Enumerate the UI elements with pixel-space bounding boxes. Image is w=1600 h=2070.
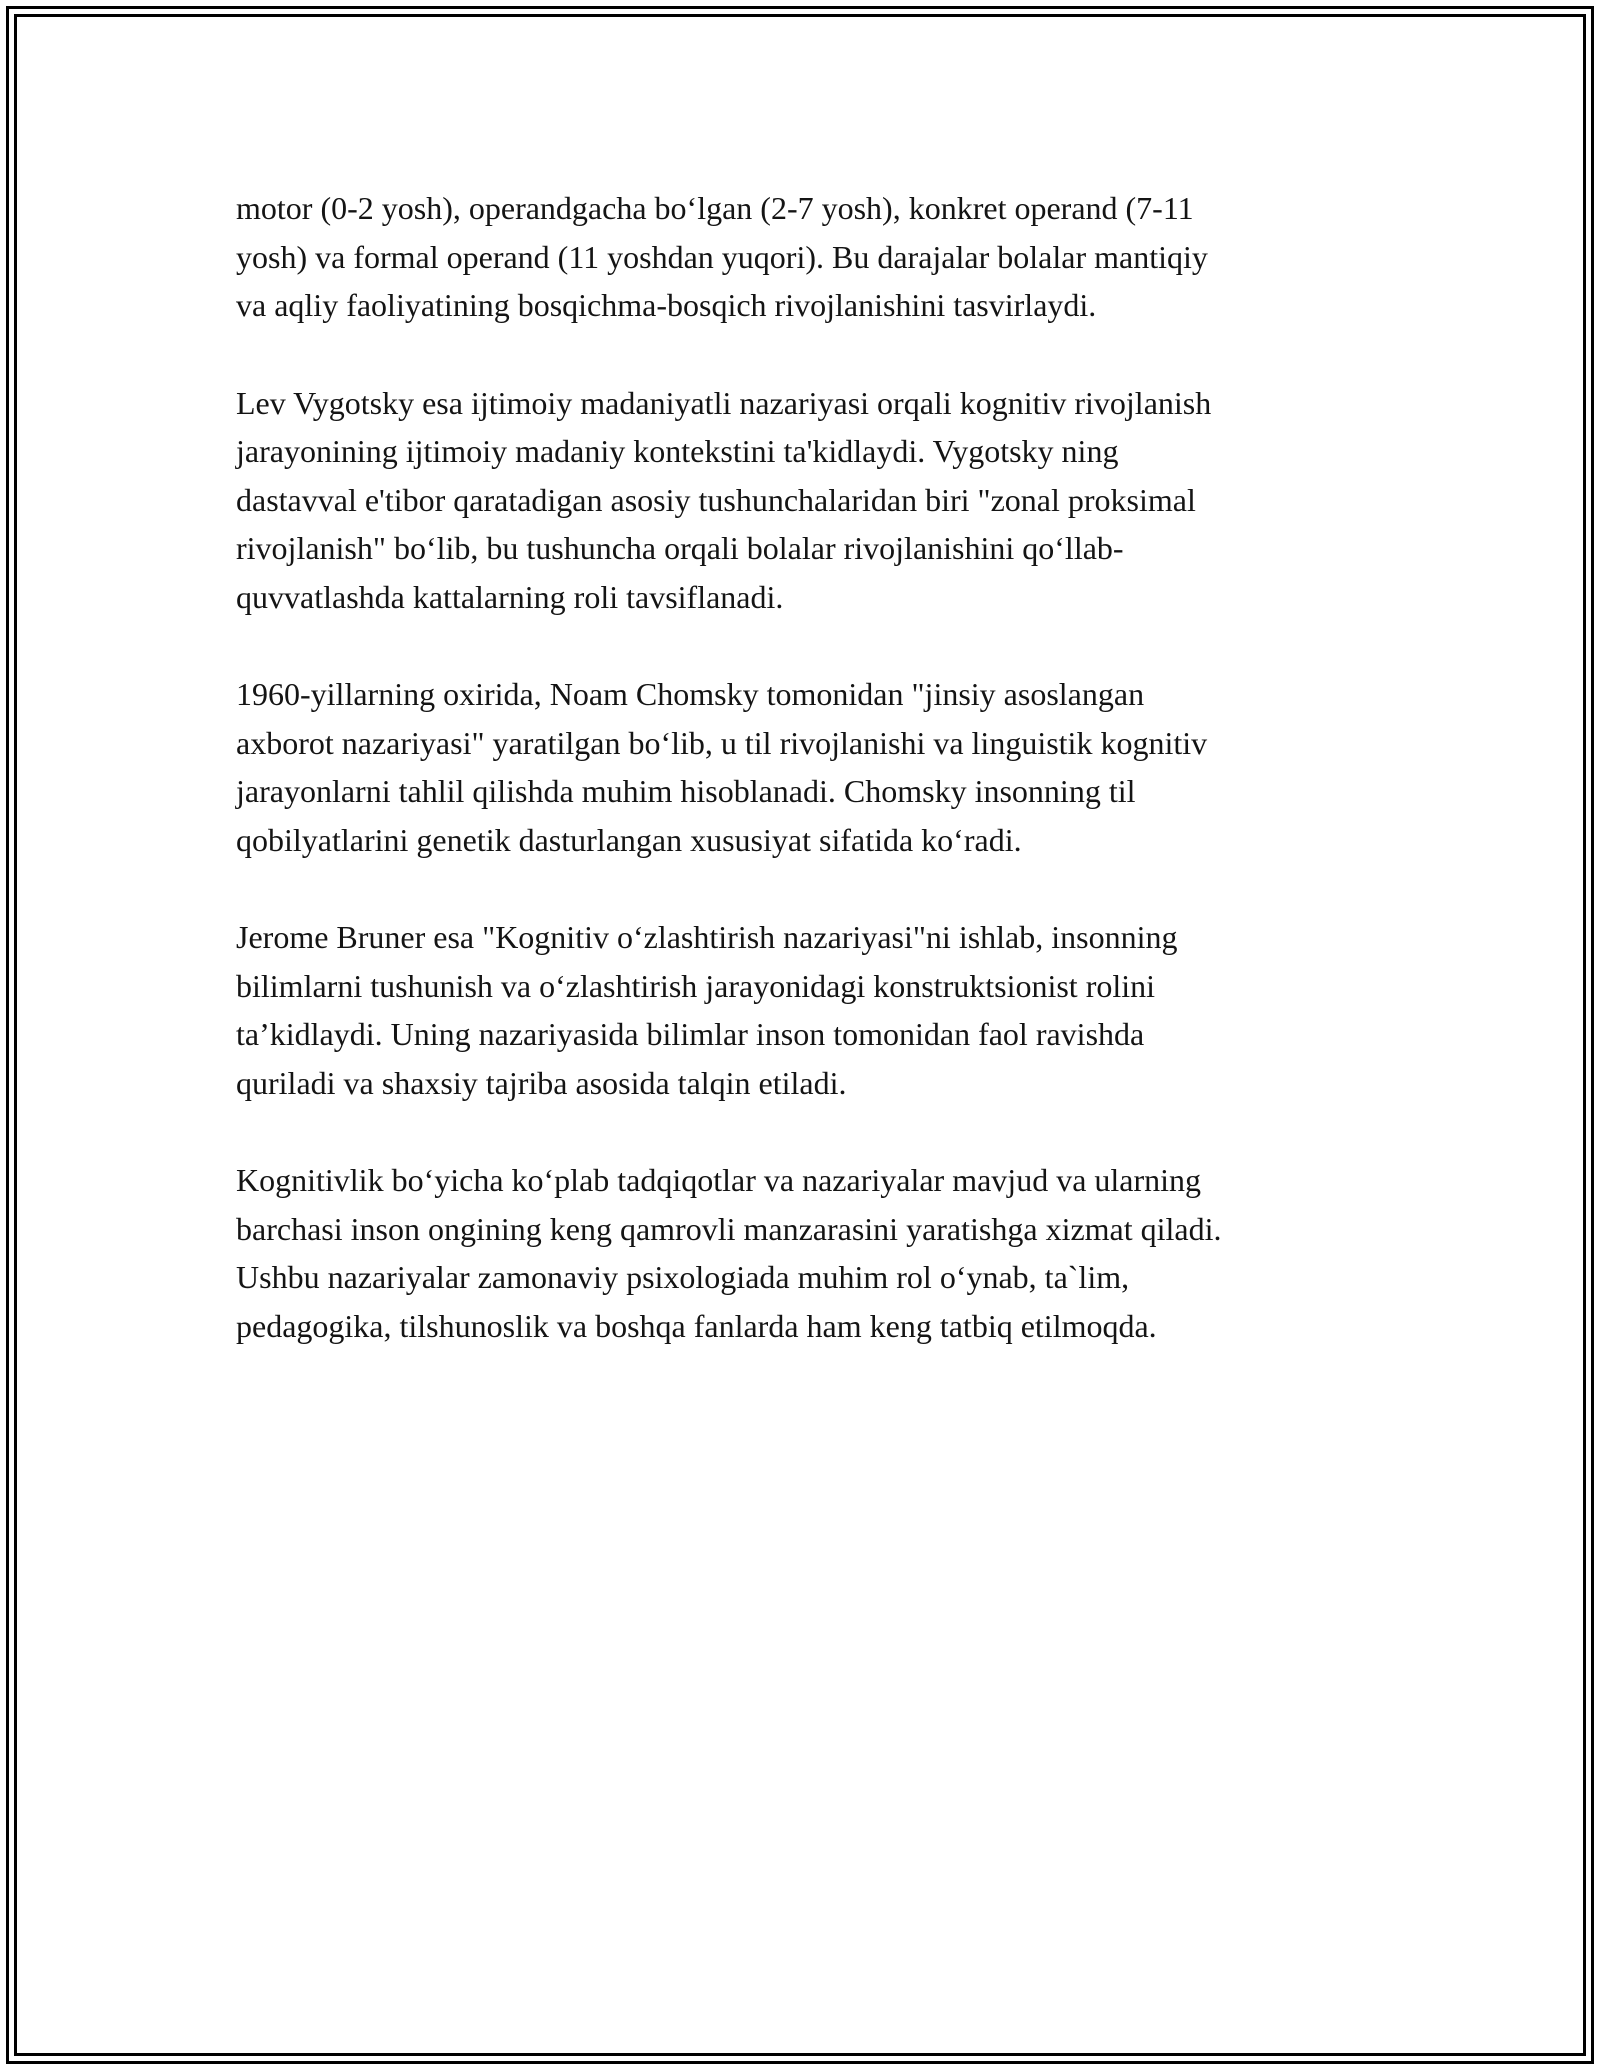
text-line: quriladi va shaxsiy tajriba asosida talqin etiladi. (236, 1064, 847, 1101)
text-line: quvvatlashda kattalarning roli tavsiflanadi. (236, 578, 784, 615)
text-line: ta’kidlaydi. Uning nazariyasida bilimlar inson tomonidan faol ravishda (236, 1016, 1145, 1052)
paragraph-bruner (236, 913, 1376, 1107)
text-line: motor (0-2 yosh), operandgacha bo‘lgan (2-7 yosh), konkret operand (7-11 (236, 190, 1194, 226)
paragraph-vygotsky (236, 379, 1376, 622)
text-line: dastavval e'tibor qaratadigan asosiy tushunchalaridan biri "zonal proksimal (236, 481, 1196, 518)
text-line: barchasi inson ongining keng qamrovli manzarasini yaratishga xizmat qiladi. (236, 1210, 1222, 1247)
text-line: yosh) va formal operand (11 yoshdan yuqori). Bu darajalar bolalar mantiqiy (236, 238, 1208, 275)
text-line: va aqliy faoliyatining bosqichma-bosqich rivojlanishini tasvirlaydi. (236, 287, 1097, 323)
text-line: axborot nazariyasi" yaratilgan bo‘lib, u til rivojlanishi va linguistik kognitiv (236, 724, 1208, 761)
text-line: Lev Vygotsky esa ijtimoiy madaniyatli nazariyasi orqali kognitiv rivojlanish (236, 384, 1212, 421)
text-line: 1960-yillarning oxirida, Noam Chomsky tomonidan "jinsiy asoslangan (236, 676, 1145, 712)
text-line: Ushbu nazariyalar zamonaviy psixologiada muhim rol o‘ynab, ta`lim, (236, 1259, 1130, 1295)
text-line: qobilyatlarini genetik dasturlangan xususiyat sifatida ko‘radi. (236, 821, 1022, 858)
paragraph-piaget-stages (236, 184, 1376, 330)
paragraph-conclusion (236, 1156, 1376, 1350)
text-line: rivojlanish" bo‘lib, bu tushuncha orqali bolalar rivojlanishini qo‘llab- (236, 530, 1124, 566)
text-line: Jerome Bruner esa "Kognitiv o‘zlashtirish nazariyasi"ni ishlab, insonning (236, 919, 1178, 955)
text-line: Kognitivlik bo‘yicha ko‘plab tadqiqotlar va nazariyalar mavjud va ularning (236, 1162, 1202, 1198)
text-line: bilimlarni tushunish va o‘zlashtirish jarayonidagi konstruktsionist rolini (236, 967, 1156, 1004)
text-line: pedagogika, tilshunoslik va boshqa fanlarda ham keng tatbiq etilmoqda. (236, 1307, 1157, 1344)
text-line: jarayonining ijtimoiy madaniy kontekstini ta'kidlaydi. Vygotsky ning (236, 433, 1119, 469)
document-body (236, 184, 1376, 1399)
paragraph-chomsky (236, 670, 1376, 864)
text-line: jarayonlarni tahlil qilishda muhim hisoblanadi. Chomsky insonning til (236, 773, 1136, 809)
